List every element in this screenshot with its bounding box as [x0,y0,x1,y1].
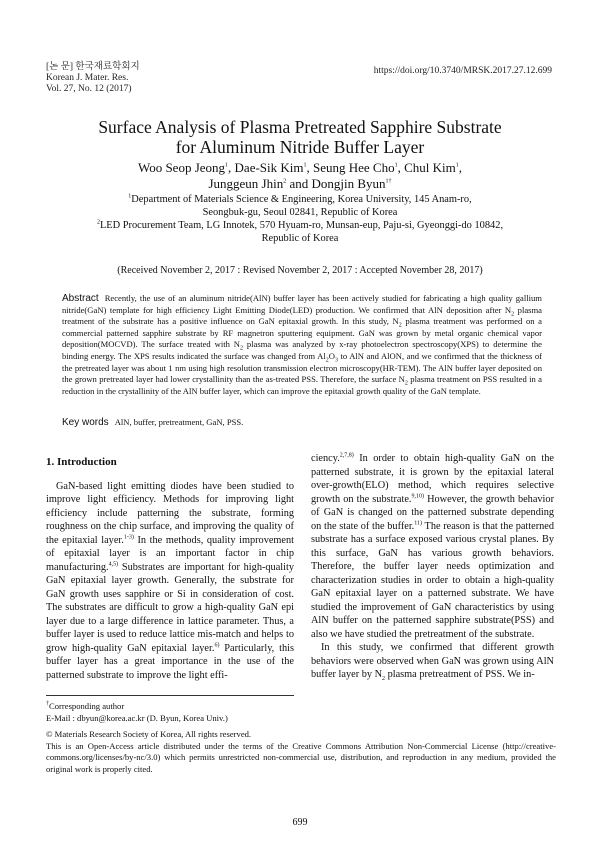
subscript: 2 [325,357,329,364]
citation: 11) [414,520,423,527]
abstract [62,293,542,397]
author-separator: , [458,160,463,175]
title-line-1: Surface Analysis of Plasma Pretreated Sapphire Substrate [98,117,502,137]
affiliation-2-line-2: Republic of Korea [261,233,339,244]
body-text: In this study, we confirmed that different growth behaviors were observed when GaN was grown using AlN buffer layer by N [311,642,554,680]
paper-title [0,117,600,157]
paragraph [46,480,294,683]
journal-english-name: Korean J. Mater. Res. [46,73,129,83]
journal-info [46,62,140,95]
citation: 1-3) [123,534,134,541]
author-affil-mark: 1† [385,178,392,185]
body-column-right [311,452,554,682]
title-line-2: for Aluminum Nitride Buffer Layer [175,137,425,157]
doi-link[interactable]: https://doi.org/10.3740/MRSK.2017.27.12.699 [373,66,552,76]
affil-mark: 1 [128,193,132,200]
body-text: The reason is that the patterned substrate has a surface exposed various crystal planes. By this surface, GaN has various growth behaviors. Therefore, the buffer layer needs optimization and characterization studies in order to obtain a high-quality GaN epitaxial layer on a patterned substrate. We have studied the improvement of GaN characteristics by using AlN buffer on the patterned sapphire substrate(PSS) and also we have studied the pretreatment of the substrate. [311,520,554,640]
body-text: plasma pretreatment of PSS. We in- [385,669,535,680]
body-text: Substrates are important for high-quality GaN epitaxial layer growth. Generally, the substrate for GaN growth uses sapphire or Si in consideration of cost. The substrates are difficult to grow a high-quality GaN epi layer due to a large difference in lattice parameter. Thus, a buffer layer is used to reduce lattice mis-match and helps to grow high-quality GaN epitaxial layer. [46,561,294,654]
abstract-text: plasma treatment of the substrate has a positive influence on GaN epitaxial growth. In this study, N [62,304,542,327]
affiliations [0,193,600,245]
subscript: 2 [511,311,515,318]
affiliation-1-line-2: Seongbuk-gu, Seoul 02841, Republic of Korea [202,207,398,218]
body-text: GaN-based light emitting diodes have been studied to improve light efficiency. Methods for improving light efficiency include patterning the substrate, forming roughness on the chip surface, and improving the quality of the epitaxial layer. [46,480,294,546]
author-affil-mark: 1 [303,162,307,169]
abstract-label: Abstract [62,293,99,304]
subscript: 2 [239,346,243,353]
author-name: , Dae-Sik Kim [228,160,304,175]
affil-mark: 2 [96,219,100,226]
license-text: This is an Open-Access article distributed under the terms of the Creative Commons Attribution Non-Commercial License (http://creative-commons.org/licenses/by-nc/3.0) which permits unrestricted non-commercial use, distribution, and reproduction in any medium, provided the original work is properly cited. [46,740,556,774]
author-name: and Dongjin Byun [286,176,386,191]
body-column-left [46,456,294,682]
abstract-text: plasma was analyzed by x-ray photoelectron spectroscopy(XPS) to determine the binding energy. The XPS results indicated the surface was changed from Al [62,339,542,361]
abstract-text: plasma treatment was performed on a commercial patterned sapphire substrate by RF magnetron sputtering equipment. GaN was grown by metal organic chemical vapor deposition(MOCVD). The surface treated with N [62,316,542,350]
paragraph [311,641,554,682]
corresponding-label: Corresponding author [49,701,125,711]
corresponding-email: E-Mail : dbyun@korea.ac.kr (D. Byun, Korea Univ.) [46,712,228,723]
keywords-label: Key words [62,417,109,428]
section-heading: 1. Introduction [46,456,117,468]
abstract-text: to AlN and AlON, and we confirmed that the thickness of the pretreated layer was about 1 nm using high resolution transmission electron microscopy(HR-TEM). The AlN buffer layer deposited on the grown pretreated layer had lower crystallinity than the as-treated PSS. Therefore, the surface N [62,350,542,385]
author-list [0,160,600,192]
journal-korean-name: [논 문] 한국재료학회지 [46,62,140,72]
received-dates: (Received November 2, 2017 : Revised November 2, 2017 : Accepted November 28, 2017) [117,265,483,276]
journal-volume: Vol. 27, No. 12 (2017) [46,84,132,94]
citation: 2,7,8) [339,452,354,459]
page-number: 699 [292,817,308,828]
body-text: Particularly, this buffer layer has a great importance in the use of the patterned substrate to improve the light effi- [46,642,294,681]
corresponding-author-note [46,701,296,724]
abstract-text: O [328,350,335,361]
citation: 6) [214,642,220,649]
author-affil-mark: 1 [455,162,459,169]
author-name: , Chul Kim [397,160,456,175]
subscript: 2 [382,676,386,683]
subscript: 2 [404,380,408,387]
author-affil-mark: 1 [394,162,398,169]
paragraph [311,452,554,641]
keywords [62,417,542,428]
citation: 9,10) [411,493,424,500]
author-name: Woo Seop Jeong [137,160,226,175]
copyright-line: © Materials Research Society of Korea, All rights reserved. [46,729,252,739]
author-affil-mark: 1 [225,162,229,169]
keywords-text: AlN, buffer, pretreatment, GaN, PSS. [114,417,244,427]
abstract-text: plasma treatment on PSS resulted in a reduction in the crystallinity of the AlN buffer layer, which can improve the epitaxial growth quality of the GaN template. [62,374,542,396]
license-note [46,729,556,775]
abstract-text: Recently, the use of an aluminum nitride(AlN) buffer layer has been actively studied for fabricating a high quality gallium nitride(GaN) template for high efficiency Light Emitting Diode(LED) production. We confirmed that AlN deposition after N [62,293,542,315]
body-text: In order to obtain high-quality GaN on the patterned substrate, it is grown by the epitaxial lateral over-growth(ELO) method, which requires selective growth on the substrate. [311,453,554,505]
footnote-divider [46,695,294,696]
citation: 4,5) [108,561,119,568]
author-name: , Seung Hee Cho [306,160,395,175]
affiliation-2-line-1: LED Procurement Team, LG Innotek, 570 Hyuam-ro, Munsan-eup, Paju-si, Gyeonggi-do 10842, [99,220,504,231]
body-text: ciency. [311,453,340,464]
author-affil-mark: 2 [283,178,287,185]
subscript: 3 [334,357,338,364]
subscript: 2 [398,322,402,329]
body-text: However, the growth behavior of GaN is changed on the patterned substrate depending on the state of the buffer. [311,493,554,532]
author-name: Junggeun Jhin [208,176,284,191]
dagger-mark: † [46,701,49,708]
body-text: In the methods, quality improvement of epitaxial layer is an important factor in chip manufacturing. [46,534,295,573]
affiliation-1-line-1: Department of Materials Science & Engineering, Korea University, 145 Anam-ro, [131,194,472,205]
